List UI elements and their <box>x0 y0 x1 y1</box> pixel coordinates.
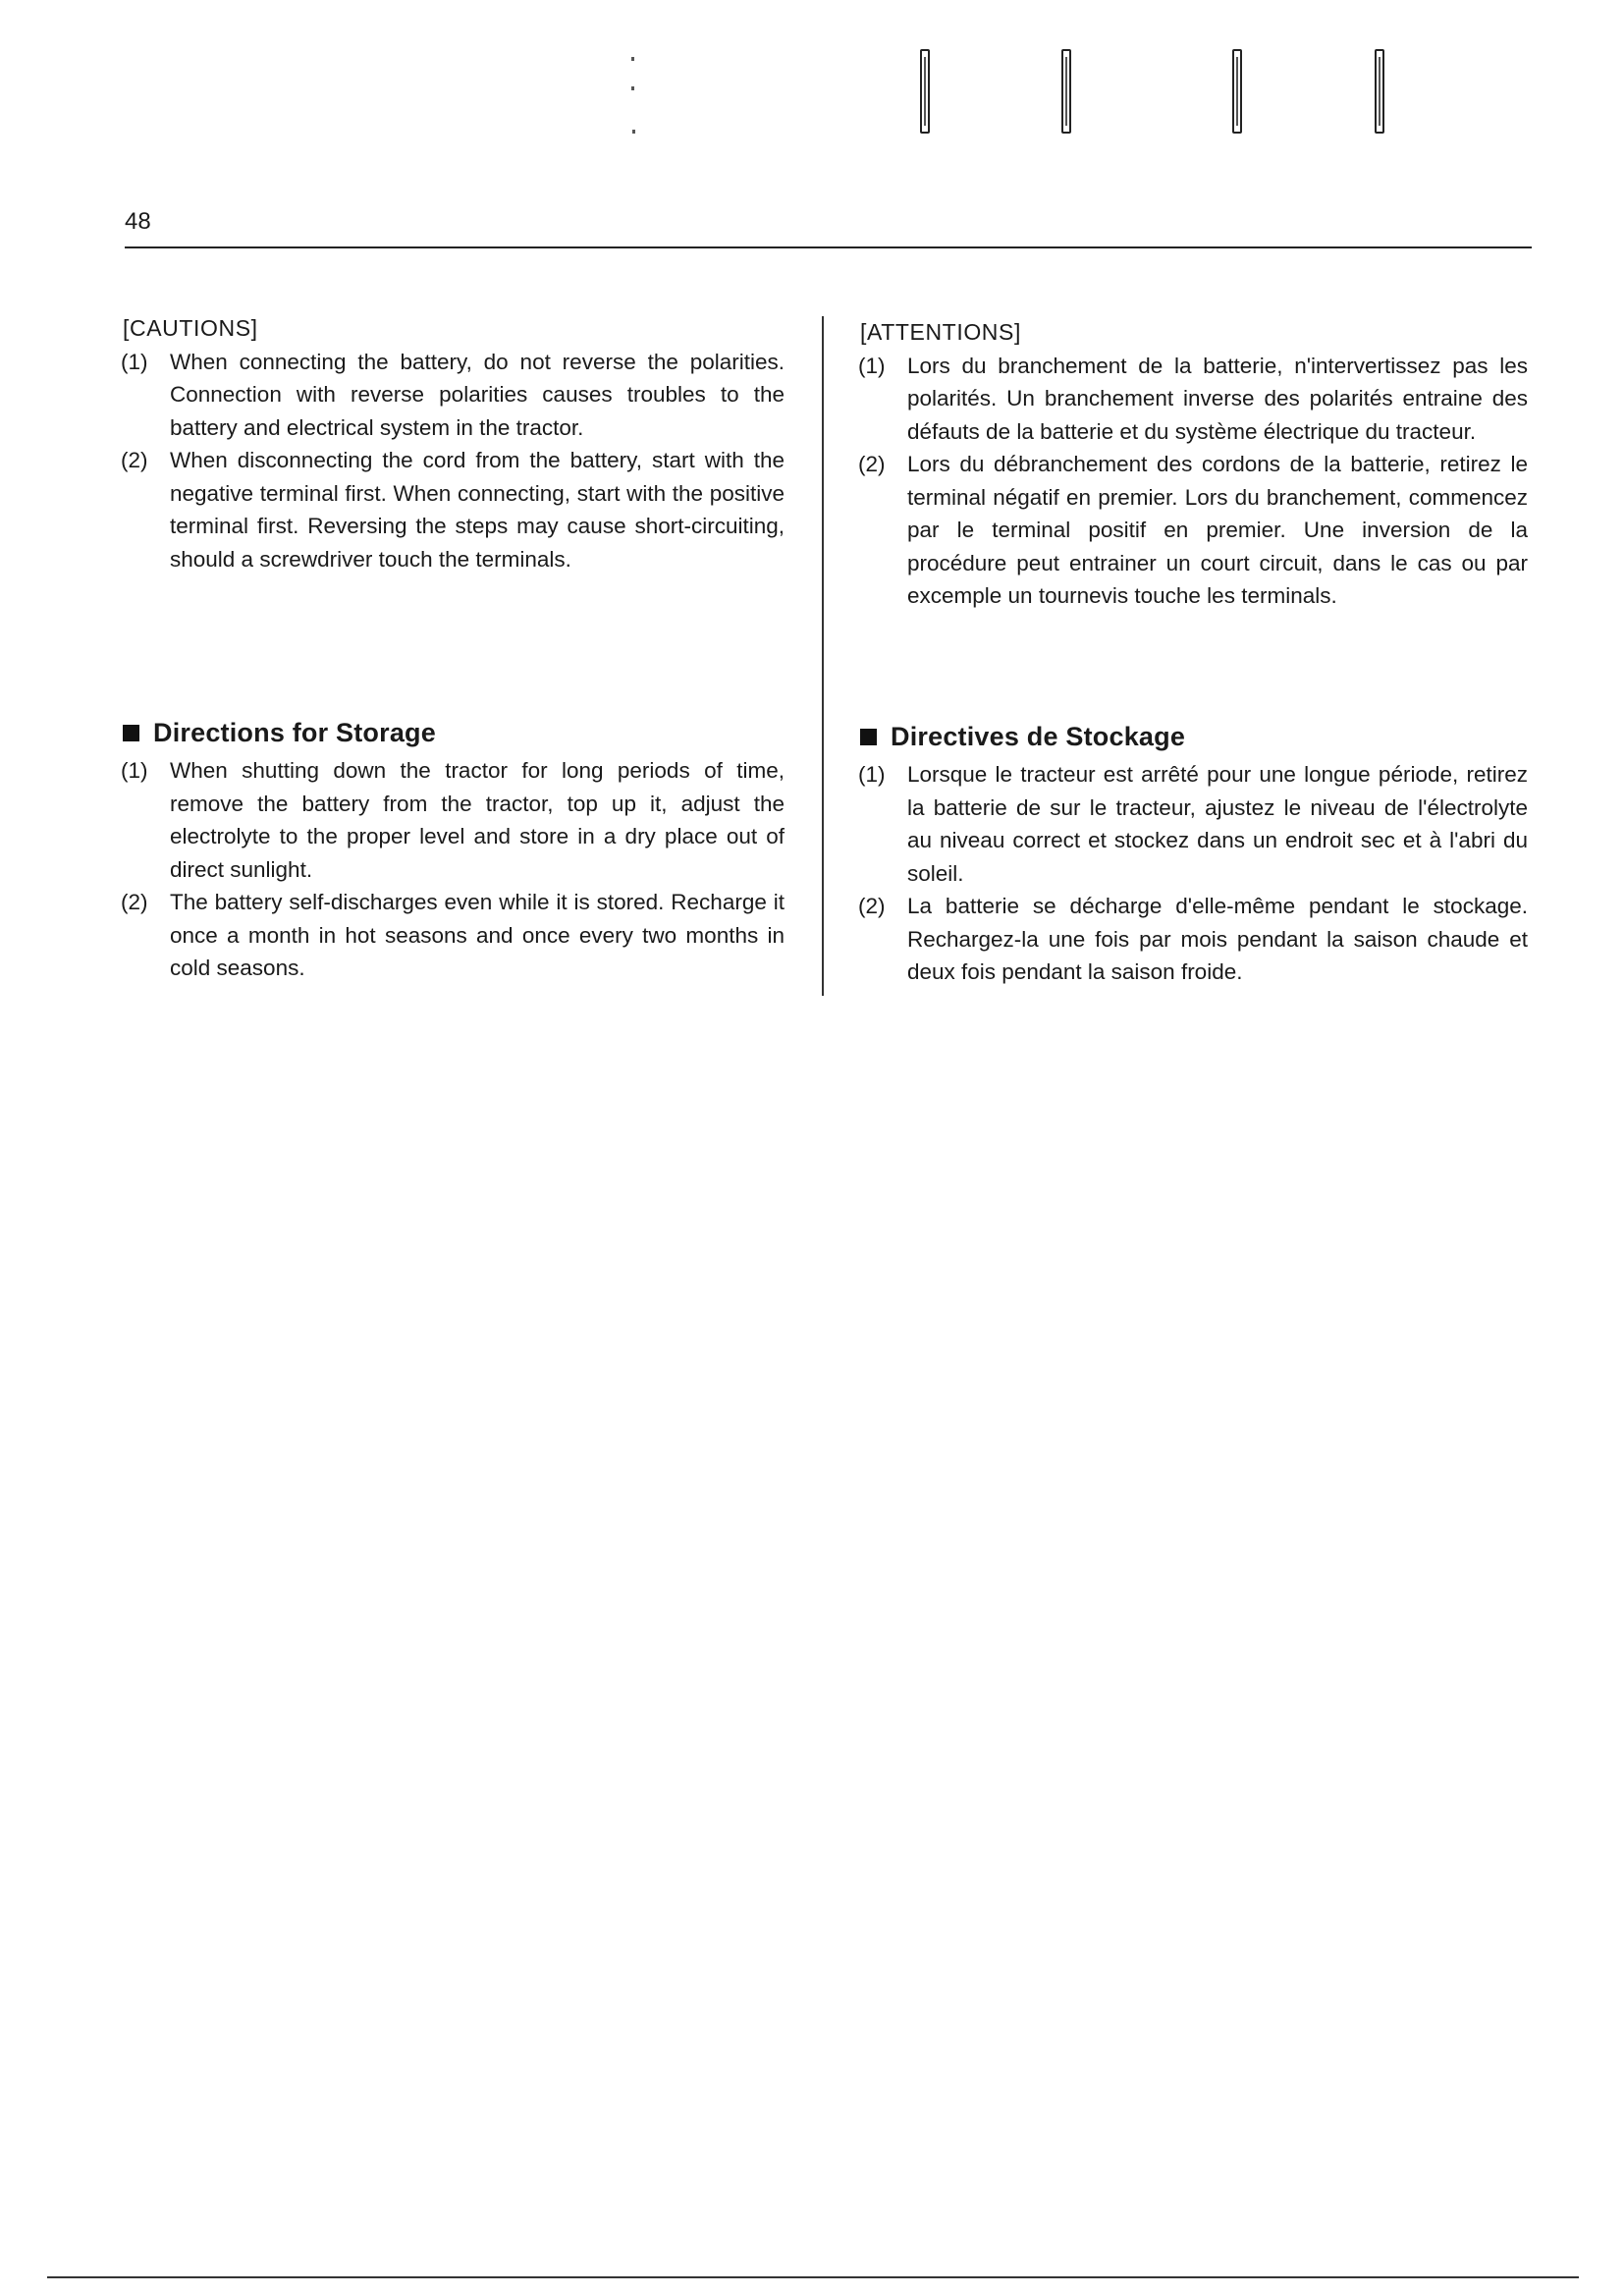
storage-heading <box>123 718 785 748</box>
storage-section-fr <box>858 722 1528 989</box>
cautions-en <box>121 312 785 575</box>
storage-item <box>121 886 785 985</box>
item-text: When disconnecting the cord from the battery, start with the negative terminal first. When connecting, start with the positive terminal first. Reversing the steps may cause short-circuiting, should a screwdriver touch the terminals. <box>170 448 785 572</box>
attention-item <box>858 350 1528 449</box>
item-number: (1) <box>858 762 886 787</box>
attentions-heading: [ATTENTIONS] <box>860 319 1021 345</box>
print-speck <box>632 130 635 134</box>
storage-heading-text: Directions for Storage <box>153 718 436 747</box>
cautions-heading: [CAUTIONS] <box>123 315 258 341</box>
item-number: (2) <box>858 452 886 476</box>
item-text: Lorsque le tracteur est arrêté pour une longue période, retirez la batterie de sur le tracteur, ajustez le niveau de l'électrolyte au niveau correct et stockez dans un endroit sec et à l'abri du soleil. <box>907 762 1528 886</box>
cautions-list <box>121 346 785 576</box>
print-speck <box>631 86 634 90</box>
square-bullet-icon <box>860 729 877 745</box>
stockage-heading-text: Directives de Stockage <box>891 722 1186 751</box>
stockage-item <box>858 758 1528 890</box>
registration-mark <box>1375 49 1384 134</box>
bottom-rule <box>47 2276 1579 2278</box>
cautions-fr <box>858 316 1528 613</box>
item-text: Lors du branchement de la batterie, n'intervertissez pas les polarités. Un branchement inverse des polarités entraine des défauts de la batterie et du système électrique du tracteur. <box>907 353 1528 444</box>
column-divider <box>822 316 824 996</box>
item-text: When shutting down the tractor for long periods of time, remove the battery from the tractor, top up it, adjust the electrolyte to the proper level and store in a dry place out of direct sunlight. <box>170 758 785 882</box>
item-text: Lors du débranchement des cordons de la batterie, retirez le terminal négatif en premier. Lors du branchement, commencez par le terminal positif en premier. Une inversion de la procédure peut entrainer un court circuit, dans le cas ou par excemple un tournevis touche les terminals. <box>907 452 1528 608</box>
registration-mark <box>1061 49 1071 134</box>
item-number: (2) <box>858 894 886 918</box>
stockage-item <box>858 890 1528 989</box>
stockage-list <box>858 758 1528 989</box>
item-number: (2) <box>121 448 148 472</box>
item-number: (1) <box>858 353 886 378</box>
registration-mark <box>920 49 930 134</box>
attention-item <box>858 448 1528 613</box>
item-number: (1) <box>121 758 148 783</box>
storage-item <box>121 754 785 886</box>
item-text: The battery self-discharges even while it is stored. Recharge it once a month in hot seasons and once every two months in cold seasons. <box>170 890 785 980</box>
print-speck <box>631 57 634 61</box>
header-rule <box>125 246 1532 248</box>
item-number: (2) <box>121 890 148 914</box>
storage-section-en <box>121 718 785 985</box>
attentions-list <box>858 350 1528 613</box>
page-number: 48 <box>125 208 151 235</box>
item-text: When connecting the battery, do not reverse the polarities. Connection with reverse polarities causes troubles to the battery and electrical system in the tractor. <box>170 349 785 440</box>
caution-item <box>121 444 785 575</box>
caution-item <box>121 346 785 445</box>
storage-list <box>121 754 785 985</box>
item-text: La batterie se décharge d'elle-même pendant le stockage. Rechargez-la une fois par mois pendant la saison chaude et deux fois pendant la saison froide. <box>907 894 1528 984</box>
stockage-heading <box>860 722 1528 752</box>
square-bullet-icon <box>123 725 139 741</box>
registration-mark <box>1232 49 1242 134</box>
item-number: (1) <box>121 349 148 374</box>
